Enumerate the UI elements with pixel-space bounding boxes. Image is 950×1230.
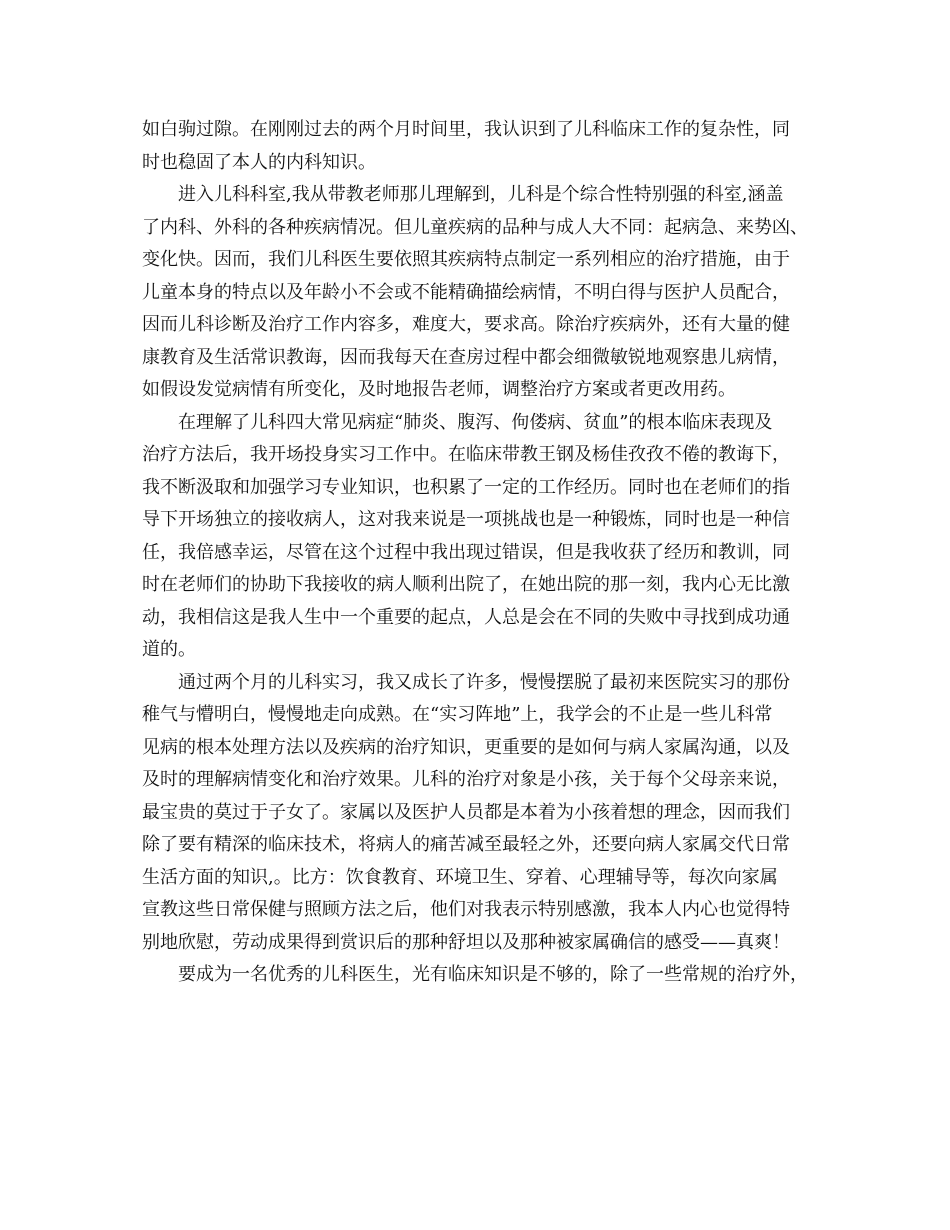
text-line: 时在老师们的协助下我接收的病人顺利出院了，在她出院的那一刻，我内心无比激 (142, 574, 790, 595)
text-line: 我不断汲取和加强学习专业知识，也积累了一定的工作经历。同时也在老师们的指 (142, 476, 790, 498)
paragraph-start-line: 通过两个月的儿科实习，我又成长了许多，慢慢摆脱了最初来医院实习的那份 (178, 671, 790, 693)
text-line: 因而儿科诊断及治疗工作内容多，难度大，要求高。除治疗疾病外，还有大量的健 (142, 314, 790, 335)
text-line: 别地欣慰，劳动成果得到赏识后的那种舒坦以及那种被家属确信的感受——真爽！ (142, 931, 790, 953)
text-line: 如假设发觉病情有所变化，及时地报告老师，调整治疗方案或者更改用药。 (142, 379, 736, 400)
text-line: 及时的理解病情变化和治疗效果。儿科的治疗对象是小孩，关于每个父母亲来说， (142, 769, 790, 790)
text-line: 如白驹过隙。在刚刚过去的两个月时间里，我认识到了儿科临床工作的复杂性，同 (142, 119, 790, 140)
text-line: 除了要有精深的临床技术，将病人的痛苦减至最轻之外，还要向病人家属交代日常 (142, 834, 790, 855)
text-line: 动，我相信这是我人生中一个重要的起点，人总是会在不同的失败中寻找到成功通 (142, 606, 790, 628)
text-line: 了内科、外科的各种疾病情况。但儿童疾病的品种与成人大不同：起病急、来势凶、 (142, 216, 808, 238)
paragraph-start-line: 在理解了儿科四大常见病症“肺炎、腹泻、佝偻病、贫血”的根本临床表现及 (178, 411, 773, 433)
text-line: 导下开场独立的接收病人，这对我来说是一项挑战也是一种锻炼，同时也是一种信 (142, 509, 790, 530)
text-line: 时也稳固了本人的内科知识。 (142, 151, 376, 173)
paragraph-start-line: 进入儿科科室,我从带教老师那儿理解到，儿科是个综合性特别强的科室,涵盖 (178, 184, 784, 205)
document-body (142, 114, 822, 992)
text-line: 变化快。因而，我们儿科医生要依照其疾病特点制定一系列相应的治疗措施，由于 (142, 249, 790, 270)
text-line: 儿童本身的特点以及年龄小不会或不能精确描绘病情，不明白得与医护人员配合， (142, 281, 790, 303)
text-line: 见病的根本处理方法以及疾病的治疗知识，更重要的是如何与病人家属沟通，以及 (142, 736, 790, 758)
text-line: 宣教这些日常保健与照顾方法之后，他们对我表示特别感激，我本人内心也觉得特 (142, 899, 790, 920)
text-line: 康教育及生活常识教诲，因而我每天在查房过程中都会细微敏锐地观察患儿病情， (142, 346, 790, 368)
paragraph-start-line: 要成为一名优秀的儿科医生，光有临床知识是不够的，除了一些常规的治疗外， (178, 964, 808, 985)
text-line: 治疗方法后，我开场投身实习工作中。在临床带教王钢及杨佳孜孜不倦的教诲下， (142, 444, 790, 465)
text-line: 稚气与懵明白，慢慢地走向成熟。在“实习阵地”上，我学会的不止是一些儿科常 (142, 704, 773, 725)
text-line: 任，我倍感幸运，尽管在这个过程中我出现过错误，但是我收获了经历和教训，同 (142, 541, 790, 563)
text-line: 最宝贵的莫过于子女了。家属以及医护人员都是本着为小孩着想的理念，因而我们 (142, 801, 790, 823)
text-line: 道的。 (142, 639, 196, 660)
text-line: 生活方面的知识,。比方：饮食教育、环境卫生、穿着、心理辅导等，每次向家属 (142, 866, 778, 888)
